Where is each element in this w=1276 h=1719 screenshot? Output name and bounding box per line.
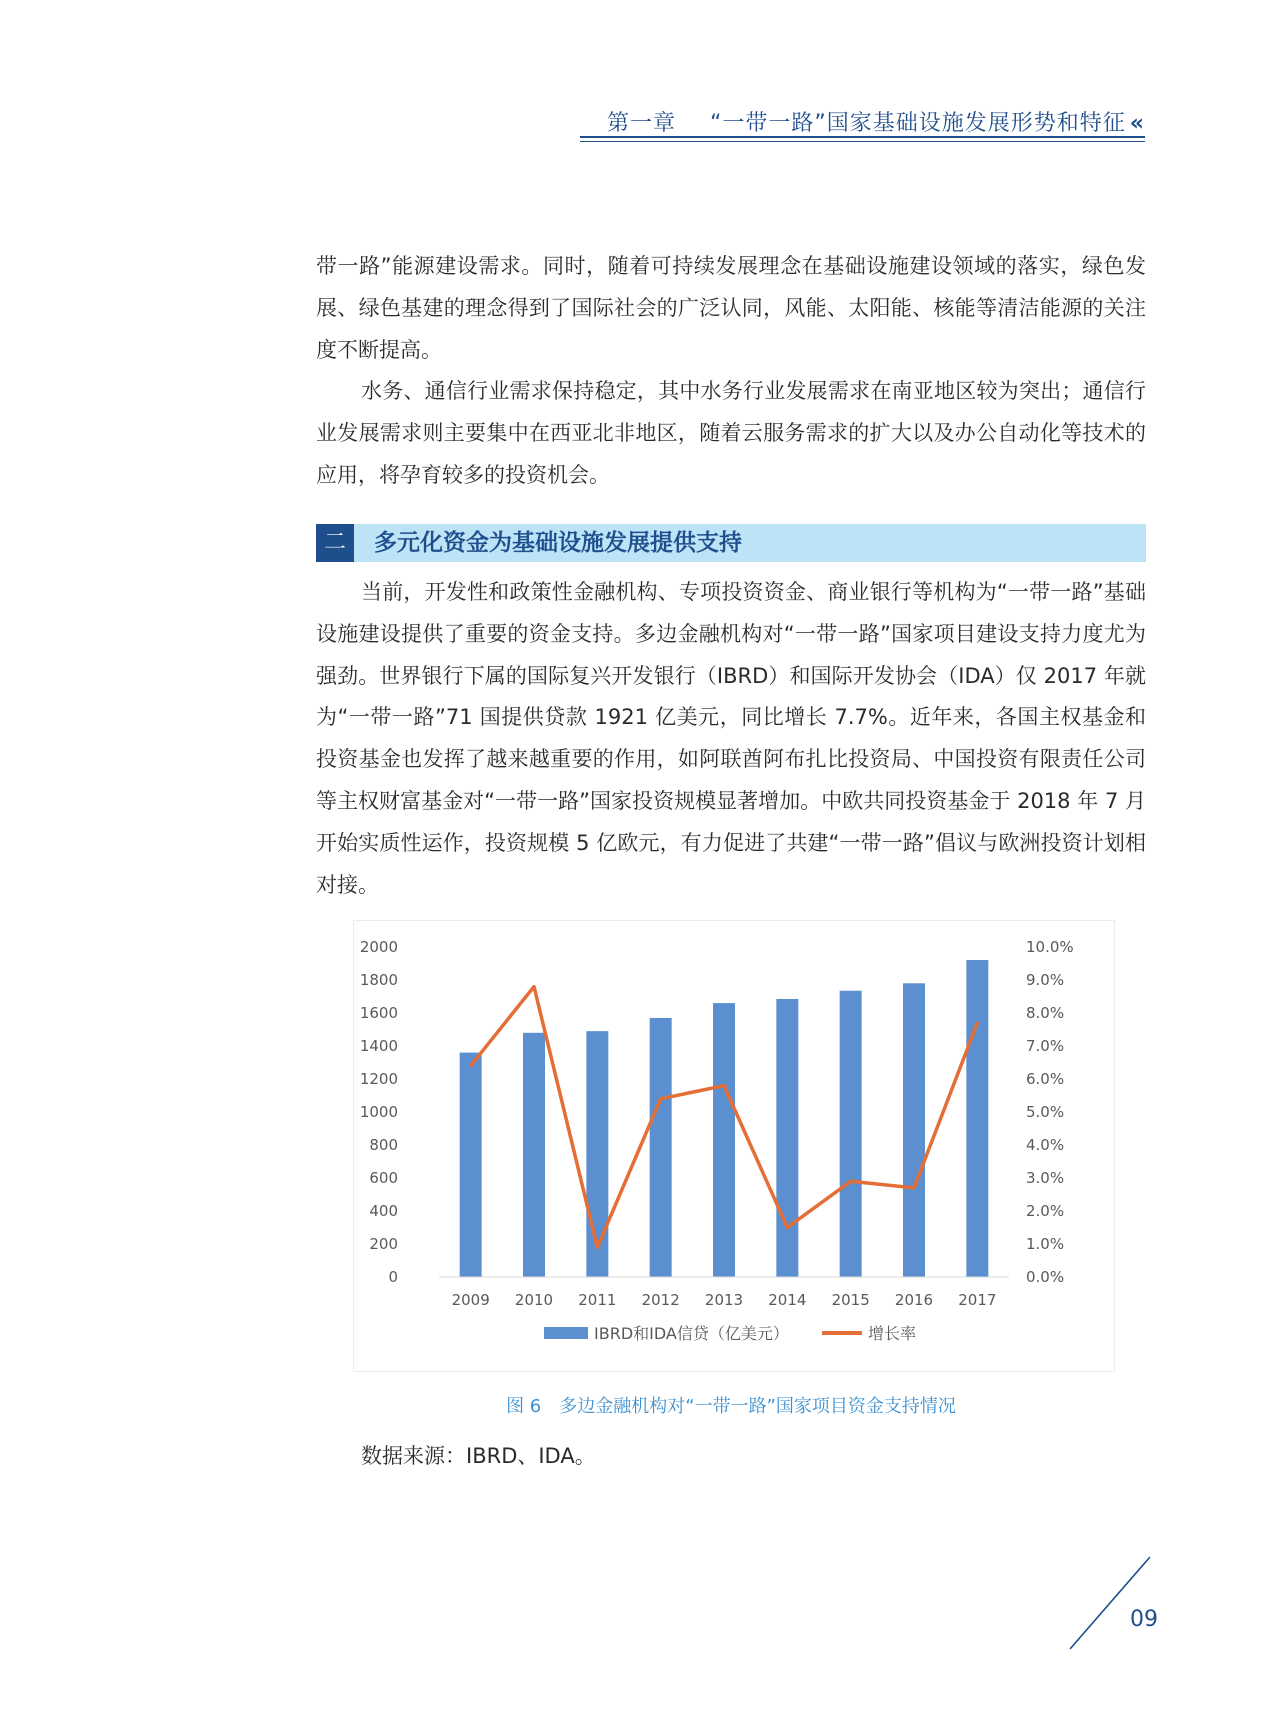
bar	[840, 991, 862, 1277]
paragraph: 当前，开发性和政策性金融机构、专项投资资金、商业银行等机构为“一带一路”基础设施建设提供了重要的资金支持。多边金融机构对“一带一路”国家项目建设支持力度尤为强劲。世界银行下属的国际复兴开发银行（IBRD）和国际开发协会（IDA）仅 2017 年就为“一带一路”71 国提供贷款 1921 亿美元，同比增长 7.7%。近年来，各国主权基金和投资基金也发挥了越来越重要的作用，如阿联酋阿布扎比投资局、中国投资有限责任公司等主权财富基金对“一带一路”国家投资规模显著增加。中欧共同投资基金于 2018 年 7 月开始实质性运作，投资规模 5 亿欧元，有力促进了共建“一带一路”倡议与欧洲投资计划相对接。	[316, 580, 1146, 897]
bar	[460, 1053, 482, 1277]
growth-rate-point	[976, 1021, 979, 1024]
bar	[776, 999, 798, 1277]
x-axis-tick-label: 2011	[578, 1291, 617, 1309]
header-rule-thin	[580, 141, 1145, 142]
decorative-slash-icon	[1065, 1553, 1155, 1653]
left-axis-tick-label: 0	[388, 1268, 398, 1286]
paragraph: 水务、通信行业需求保持稳定，其中水务行业发展需求在南亚地区较为突出；通信行业发展需求则主要集中在西亚北非地区，随着云服务需求的扩大以及办公自动化等技术的应用，将孕育较多的投资机会。	[316, 379, 1146, 487]
chapter-header	[580, 106, 1145, 137]
section-body	[316, 572, 1146, 906]
growth-rate-point	[596, 1246, 599, 1249]
right-axis-tick-label: 1.0%	[1026, 1235, 1065, 1253]
right-axis-tick-label: 6.0%	[1026, 1070, 1065, 1088]
x-axis-tick-label: 2012	[641, 1291, 680, 1309]
bar	[903, 983, 925, 1277]
left-axis-tick-label: 1800	[359, 971, 398, 989]
legend-line-label: 增长率	[868, 1324, 917, 1343]
left-axis-tick-label: 2000	[359, 938, 398, 956]
right-axis-tick-label: 0.0%	[1026, 1268, 1065, 1286]
left-axis-tick-label: 400	[369, 1202, 398, 1220]
growth-rate-point	[849, 1180, 852, 1183]
combo-chart-svg	[354, 921, 1114, 1371]
left-axis-tick-label: 1200	[359, 1070, 398, 1088]
legend-bar-swatch	[544, 1327, 588, 1339]
right-axis-tick-label: 8.0%	[1026, 1004, 1065, 1022]
double-chevron-left-icon: «	[1129, 111, 1145, 136]
x-axis-tick-label: 2013	[704, 1291, 744, 1309]
x-axis-tick-label: 2017	[958, 1291, 997, 1309]
bar	[713, 1003, 735, 1277]
right-axis-tick-label: 3.0%	[1026, 1169, 1065, 1187]
figure-caption: 图 6 多边金融机构对“一带一路”国家项目资金支持情况	[506, 1396, 956, 1417]
growth-rate-point	[786, 1226, 789, 1229]
growth-rate-point	[533, 985, 536, 988]
left-axis-tick-label: 1600	[359, 1004, 398, 1022]
left-axis-tick-label: 600	[369, 1169, 398, 1187]
growth-rate-point	[913, 1186, 916, 1189]
growth-rate-point	[659, 1097, 662, 1100]
right-axis-tick-label: 9.0%	[1026, 971, 1065, 989]
x-axis-tick-label: 2015	[831, 1291, 870, 1309]
section-title: 多元化资金为基础设施发展提供支持	[374, 530, 742, 556]
left-axis-tick-label: 200	[369, 1235, 398, 1253]
growth-rate-point	[723, 1084, 726, 1087]
section-heading	[316, 524, 1146, 562]
chapter-title: “一带一路”国家基础设施发展形势和特征	[709, 111, 1126, 136]
section-number: 二	[316, 524, 354, 562]
header-rule	[580, 136, 1145, 138]
chapter-label: 第一章	[606, 111, 676, 136]
left-axis-tick-label: 1000	[359, 1103, 398, 1121]
bar	[966, 960, 988, 1277]
legend-bar-label: IBRD和IDA信贷（亿美元）	[594, 1324, 789, 1343]
x-axis-tick-label: 2009	[451, 1291, 490, 1309]
data-source: 数据来源：IBRD、IDA。	[361, 1444, 596, 1468]
right-axis-tick-label: 5.0%	[1026, 1103, 1065, 1121]
right-axis-tick-label: 2.0%	[1026, 1202, 1065, 1220]
bar	[523, 1033, 545, 1277]
paragraph: 带一路”能源建设需求。同时，随着可持续发展理念在基础设施建设领域的落实，绿色发展、绿色基建的理念得到了国际社会的广泛认同，风能、太阳能、核能等清洁能源的关注度不断提高。	[316, 254, 1146, 362]
intro-paragraphs	[316, 246, 1146, 497]
right-axis-tick-label: 7.0%	[1026, 1037, 1065, 1055]
x-axis-tick-label: 2014	[768, 1291, 807, 1309]
left-axis-tick-label: 1400	[359, 1037, 398, 1055]
loan-chart	[353, 920, 1115, 1372]
right-axis-tick-label: 4.0%	[1026, 1136, 1065, 1154]
growth-rate-point	[469, 1064, 472, 1067]
bar	[650, 1018, 672, 1277]
page-number: 09	[1130, 1607, 1158, 1632]
left-axis-tick-label: 800	[369, 1136, 398, 1154]
x-axis-tick-label: 2010	[514, 1291, 554, 1309]
x-axis-tick-label: 2016	[894, 1291, 934, 1309]
right-axis-tick-label: 10.0%	[1026, 938, 1074, 956]
